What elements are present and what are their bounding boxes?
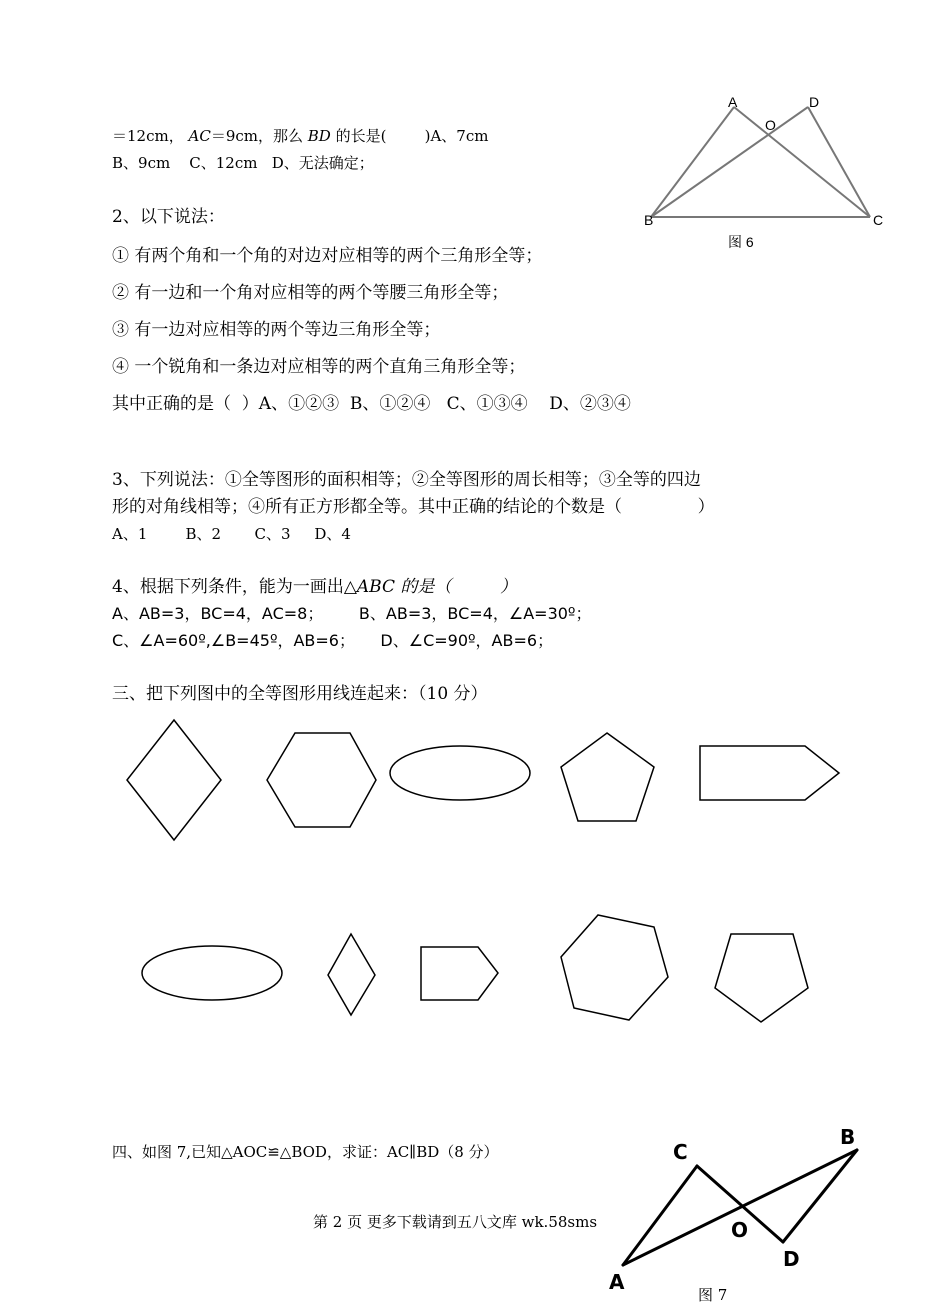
q4-stem-b: ABC 的是（ ） bbox=[356, 577, 518, 597]
q1-text-b: ＝9cm，那么 bbox=[210, 127, 303, 145]
q4-row2: C、∠A=60º,∠B=45º，AB=6； D、∠C=90º，AB=6； bbox=[112, 631, 554, 650]
q1-ac: AC bbox=[188, 127, 211, 145]
fig6-label-c: C bbox=[873, 212, 884, 228]
fig6-label-d: D bbox=[809, 94, 820, 110]
page-footer: 第 2 页 更多下载请到五八文库 wk.58sms bbox=[313, 1213, 598, 1231]
q2-item-3: ③ 有一边对应相等的两个等边三角形全等； bbox=[112, 320, 441, 340]
q4-row1: A、AB=3，BC=4，AC=8； B、AB=3，BC=4，∠A=30º； bbox=[112, 604, 592, 623]
fig7-label-a: A bbox=[609, 1270, 625, 1294]
q2-title: 2、以下说法： bbox=[112, 207, 225, 227]
fig7-label-c: C bbox=[673, 1140, 688, 1164]
q2-item-2: ② 有一边和一个角对应相等的两个等腰三角形全等； bbox=[112, 283, 509, 303]
q3-line2: 形的对角线相等；④所有正方形都全等。其中正确的结论的个数是（ ） bbox=[112, 497, 715, 517]
q1-text-c: 的长是( )A、7cm bbox=[335, 127, 489, 145]
fig7-caption: 图 7 bbox=[698, 1286, 728, 1304]
q2-answer: 其中正确的是（ ）A、①②③ B、①②④ C、①③④ D、②③④ bbox=[112, 394, 631, 414]
section4-title: 四、如图 7,已知△AOC≌△BOD，求证：AC∥BD（8 分） bbox=[112, 1143, 499, 1161]
q4-stem-a: 4、根据下列条件，能为一画出△ bbox=[112, 577, 357, 597]
fig6-caption: 图 6 bbox=[728, 234, 754, 250]
section3-title: 三、把下列图中的全等图形用线连起来：（10 分） bbox=[112, 684, 488, 704]
q2-item-4: ④ 一个锐角和一条边对应相等的两个直角三角形全等； bbox=[112, 357, 526, 377]
fig6-label-a: A bbox=[728, 94, 738, 110]
fig7-label-d: D bbox=[783, 1247, 800, 1271]
q3-options: A、1 B、2 C、3 D、4 bbox=[112, 525, 351, 543]
fig7-segment-bd bbox=[783, 1150, 857, 1242]
fig7-segment-ac bbox=[623, 1166, 697, 1265]
q1-options: B、9cm C、12cm D、无法确定； bbox=[112, 154, 374, 172]
fig7-label-o: O bbox=[731, 1218, 749, 1242]
q1-text-a: ＝12cm， bbox=[112, 127, 184, 145]
q1-bd: BD bbox=[307, 127, 331, 145]
fig7-segment-ab bbox=[623, 1150, 857, 1265]
fig7-label-b: B bbox=[840, 1125, 856, 1149]
q3-line1: 3、下列说法：①全等图形的面积相等；②全等图形的周长相等；③全等的四边 bbox=[112, 470, 701, 490]
fig6-label-b: B bbox=[644, 212, 654, 228]
fig6-label-o: O bbox=[765, 117, 776, 133]
q2-item-1: ① 有两个角和一个角的对边对应相等的两个三角形全等； bbox=[112, 246, 543, 266]
